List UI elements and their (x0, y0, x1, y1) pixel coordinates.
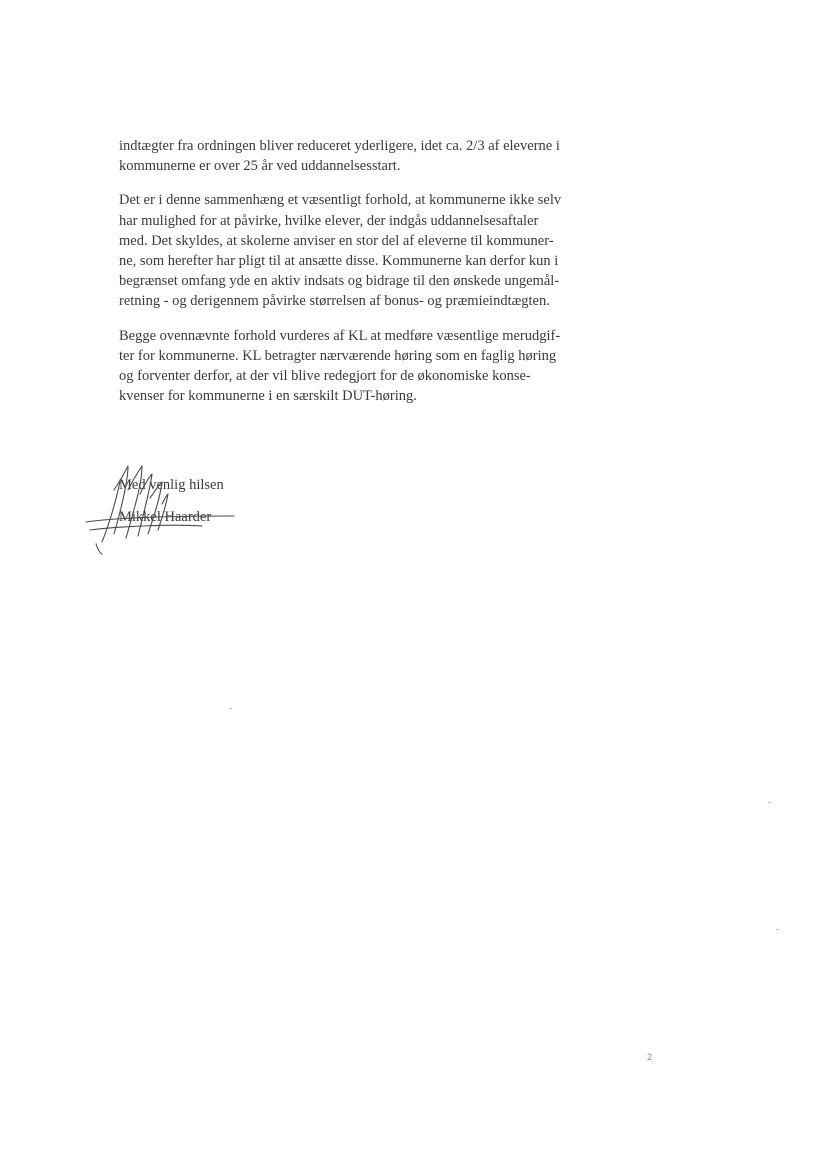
paragraph-1 (119, 136, 619, 176)
scan-speck (768, 802, 771, 803)
paragraph-line: begrænset omfang yde en aktiv indsats og bidrage til den ønskede ungemål- (119, 273, 560, 290)
paragraph-line: Begge ovennævnte forhold vurderes af KL at medføre væsentlige merudgif- (119, 327, 561, 344)
paragraph-2 (119, 190, 619, 311)
paragraph-line: har mulighed for at påvirke, hvilke elever, der indgås uddannelsesaftaler (119, 212, 539, 229)
handwritten-signature (84, 460, 244, 555)
paragraph-line: ter for kommunerne. KL betragter nærværende høring som en faglig høring (119, 347, 557, 364)
paragraph-line: med. Det skyldes, at skolerne anviser en stor del af eleverne til kommuner- (119, 232, 554, 249)
paragraph-line: kommunerne er over 25 år ved uddannelsesstart. (119, 158, 401, 175)
closing-greeting: Med venlig hilsen (119, 477, 224, 493)
paragraph-line: kvenser for kommunerne i en særskilt DUT-høring. (119, 388, 417, 405)
paragraph-line: Det er i denne sammenhæng et væsentligt forhold, at kommunerne ikke selv (119, 192, 562, 209)
scan-speck (776, 929, 779, 930)
scan-speck (229, 708, 232, 709)
paragraph-line: retning - og derigennem påvirke størrelsen af bonus- og præmieindtægten. (119, 293, 550, 310)
page-number: 2 (647, 1052, 653, 1062)
paragraph-line: indtægter fra ordningen bliver reduceret yderligere, idet ca. 2/3 af eleverne i (119, 138, 560, 154)
signatory-name: Mikkel Haarder (119, 509, 212, 525)
paragraph-3 (119, 326, 619, 407)
letter-body (119, 136, 619, 420)
paragraph-line: ne, som herefter har pligt til at ansætte disse. Kommunerne kan derfor kun i (119, 253, 559, 270)
paragraph-line: og forventer derfor, at der vil blive redegjort for de økonomiske konse- (119, 368, 531, 385)
